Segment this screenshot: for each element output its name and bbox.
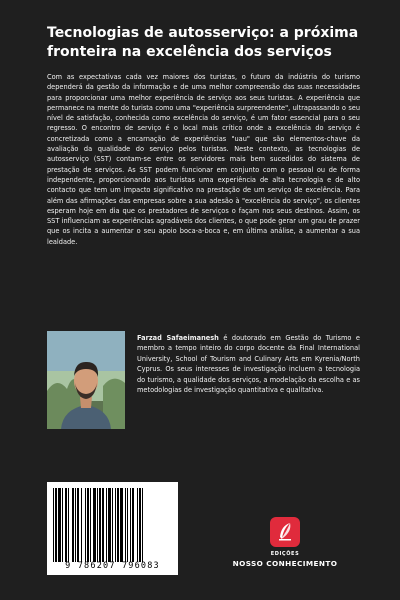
barcode-bar <box>58 488 61 562</box>
barcode-bar <box>120 488 123 562</box>
quill-feather-icon <box>270 517 300 547</box>
barcode-bar <box>77 488 79 562</box>
barcode-bar <box>127 488 128 562</box>
barcode-bar <box>53 488 54 562</box>
publisher-line2: NOSSO CONHECIMENTO <box>232 559 338 568</box>
barcode-bar <box>125 488 126 562</box>
back-cover-description: Com as expectativas cada vez maiores dos turistas, o futuro da indústria do turismo dependerá da gestão da informação e de uma melhor compreensão das suas necessidades para proporcionar uma melhor experiência de serviço aos seus turistas. A experiência que permanece na mente do turista como uma "experiência surpreendente", ultrapassando o seu nível de satisfação, conhecida como excelência do serviço, é um fator essencial para o seu regresso. O encontro de serviço é o local mais crítico onde a excelência do serviço é concretizada como a encarnação de experiências "uau" que são elementos-chave da avaliação da qualidade do serviço pelos turistas. Neste contexto, as tecnologias de autosserviço (SST) contam-se entre os servidores mais bem sucedidos do sistema de prestação de serviços. As SST podem funcionar em conjunto com o pessoal ou de forma independente, proporcionando aos turistas uma experiência de alta tecnologia e de alto contacto que tem um impacto significativo na prestação de um serviço de excelência. Para além das afirmações das empresas sobre a sua adesão à "excelência do serviço", os clientes esperam hoje em dia que os prestadores de serviços o façam nos seus destinos. Assim, os SST influenciam as experiências agradáveis dos clientes, o que pode gerar um grau de prazer que os incita a aumentar o seu apoio boca-a-boca e, em última análise, a aumentar a sua lealdade. <box>47 73 360 246</box>
barcode-bar <box>62 488 63 562</box>
isbn-number: 9 786207 796083 <box>65 561 160 571</box>
barcode-bar <box>132 488 134 562</box>
author-bio <box>137 333 360 395</box>
barcode-bar <box>117 488 119 562</box>
author-bio-text: é doutorado em Gestão do Turismo e membro a tempo inteiro do corpo docente da Final International University, School of Tourism and Culinary Arts em Kyrenia/North Cyprus. Os seus interesses de investigação incluem a tecnologia do turismo, a qualidade dos serviços, a modelação da escolha e as metodologias de investigação quantitativa e qualitativa. <box>137 334 360 395</box>
barcode-bar <box>142 488 143 562</box>
barcode-bar <box>93 488 96 562</box>
isbn-barcode <box>47 482 178 575</box>
book-title: Tecnologias de autosserviço: a próxima fronteira na excelência dos serviços <box>47 25 359 60</box>
barcode-bar <box>87 488 89 562</box>
publisher-line1: EDIÇÕES <box>270 551 300 557</box>
publisher-logo <box>270 517 300 547</box>
barcode-bar <box>130 488 131 562</box>
barcode-bar <box>102 488 104 562</box>
author-name: Farzad Safaeimanesh <box>137 334 219 342</box>
barcode-bar <box>112 488 113 562</box>
author-photo <box>47 331 125 429</box>
barcode-bar <box>97 488 98 562</box>
barcode-bar <box>106 488 107 562</box>
barcode-bar <box>72 488 74 562</box>
barcode-bar <box>65 488 67 562</box>
barcode-bar <box>68 488 69 562</box>
barcode-bar <box>90 488 91 562</box>
barcode-bar <box>139 488 141 562</box>
barcode-bar <box>85 488 86 562</box>
barcode-bar <box>137 488 138 562</box>
barcode-bar <box>75 488 76 562</box>
barcode-bar <box>99 488 101 562</box>
barcode-bar <box>81 488 82 562</box>
barcode-bar <box>55 488 57 562</box>
barcode-bar <box>108 488 111 562</box>
barcode-bar <box>115 488 116 562</box>
